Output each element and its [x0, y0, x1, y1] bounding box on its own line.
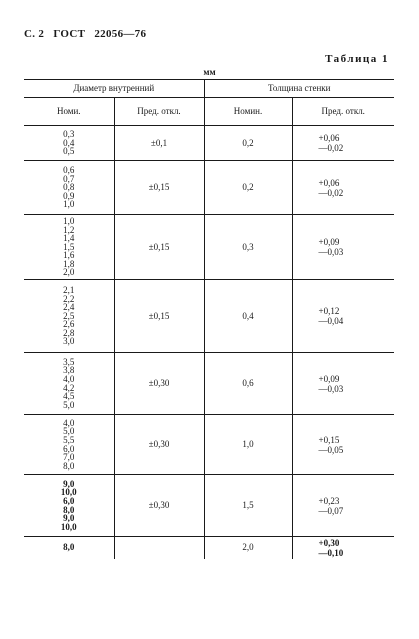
thickness-deviation-value: +0,06	[318, 177, 340, 188]
diameter-deviation-header: Пред. откл.	[114, 98, 204, 126]
nominal-thickness-cell: 1,0	[204, 415, 292, 475]
diameter-value: 2,4	[63, 302, 75, 313]
page-header	[24, 28, 146, 40]
diameter-value: 1,4	[63, 233, 75, 244]
diameter-value: 1,2	[63, 224, 75, 235]
diameter-value: 0,7	[63, 173, 75, 184]
thickness-deviation-value: +0,30	[318, 537, 340, 548]
thickness-deviation-value: +0,23	[318, 495, 340, 506]
table-row	[24, 215, 394, 280]
nominal-diameter-cell	[24, 161, 114, 215]
diameter-value: 3,5	[63, 356, 75, 367]
diameter-value: 8,0	[63, 504, 75, 515]
table-row	[24, 475, 394, 537]
nominal-diameter-cell	[24, 537, 114, 559]
dimensions-table	[24, 79, 394, 559]
nominal-thickness-cell: 1,5	[204, 475, 292, 537]
thickness-deviation-value: —0,07	[318, 505, 344, 516]
diameter-value: 6,0	[63, 495, 75, 506]
thickness-deviation-cell	[292, 280, 394, 353]
thickness-deviation-cell	[292, 126, 394, 161]
diameter-deviation-cell	[114, 537, 204, 559]
table-row	[24, 353, 394, 415]
diameter-value: 4,5	[63, 391, 75, 402]
thickness-deviation-value: —0,10	[318, 547, 344, 558]
nominal-thickness-cell: 0,6	[204, 353, 292, 415]
thickness-deviation-value: +0,06	[318, 133, 340, 143]
nominal-diameter-cell	[24, 280, 114, 353]
diameter-value: 1,0	[63, 215, 75, 226]
thickness-deviation-value: —0,02	[318, 143, 344, 153]
thickness-deviation-value: —0,02	[318, 187, 344, 198]
page-number: С. 2	[24, 28, 45, 40]
nominal-thickness-cell: 0,2	[204, 161, 292, 215]
thickness-deviation-cell	[292, 537, 394, 559]
standard-number: 22056—76	[94, 28, 147, 40]
nominal-thickness-cell: 0,2	[204, 126, 292, 161]
diameter-value: 8,0	[63, 542, 75, 553]
nominal-diameter-cell	[24, 126, 114, 161]
thickness-deviation-cell	[292, 415, 394, 475]
table-row	[24, 415, 394, 475]
standard-label: ГОСТ	[53, 28, 86, 40]
nominal-diameter-cell	[24, 475, 114, 537]
diameter-value: 10,0	[60, 521, 77, 532]
thickness-deviation-value: +0,15	[318, 434, 340, 445]
diameter-value: 0,9	[63, 190, 75, 201]
diameter-deviation-cell: ±0,30	[114, 475, 204, 537]
nominal-thickness-cell: 0,3	[204, 215, 292, 280]
inner-diameter-header: Диаметр внутренний	[24, 80, 204, 98]
diameter-value: 4,0	[63, 373, 75, 384]
diameter-deviation-cell: ±0,15	[114, 280, 204, 353]
nominal-diameter-cell	[24, 353, 114, 415]
diameter-value: 2,0	[63, 267, 75, 278]
diameter-value: 4,2	[63, 382, 75, 393]
diameter-deviation-cell: ±0,30	[114, 415, 204, 475]
diameter-value: 0,5	[63, 146, 75, 157]
thickness-deviation-cell	[292, 161, 394, 215]
diameter-value: 2,5	[63, 310, 75, 321]
diameter-value: 1,5	[63, 241, 75, 252]
thickness-deviation-cell	[292, 353, 394, 415]
diameter-value: 6,0	[63, 443, 75, 454]
diameter-value: 9,0	[63, 478, 75, 489]
diameter-deviation-cell: ±0,1	[114, 126, 204, 161]
thickness-deviation-value: +0,12	[318, 306, 340, 316]
nominal-thickness-header: Номин.	[204, 98, 292, 126]
diameter-value: 1,6	[63, 250, 75, 261]
diameter-value: 2,8	[63, 327, 75, 338]
thickness-deviation-value: —0,05	[318, 444, 344, 455]
diameter-value: 4,0	[63, 417, 75, 428]
thickness-deviation-value: +0,09	[318, 373, 340, 384]
diameter-value: 1,8	[63, 258, 75, 269]
diameter-value: 0,3	[63, 129, 75, 140]
diameter-value: 1,0	[63, 199, 75, 210]
diameter-value: 3,0	[63, 336, 75, 347]
diameter-value: 2,1	[63, 284, 75, 295]
table-row	[24, 126, 394, 161]
thickness-deviation-cell	[292, 475, 394, 537]
diameter-value: 0,4	[63, 137, 75, 148]
diameter-value: 5,5	[63, 434, 75, 445]
thickness-deviation-value: —0,04	[318, 316, 344, 326]
diameter-value: 0,8	[63, 182, 75, 193]
diameter-value: 5,0	[63, 399, 75, 410]
table-row	[24, 161, 394, 215]
diameter-value: 7,0	[63, 452, 75, 463]
diameter-deviation-cell: ±0,30	[114, 353, 204, 415]
nominal-diameter-cell	[24, 215, 114, 280]
diameter-value: 10,0	[60, 487, 77, 498]
diameter-value: 2,6	[63, 319, 75, 330]
thickness-deviation-value: —0,03	[318, 247, 344, 257]
diameter-value: 8,0	[63, 460, 75, 471]
table-row	[24, 537, 394, 559]
diameter-value: 0,6	[63, 165, 75, 176]
diameter-value: 2,2	[63, 293, 75, 304]
thickness-deviation-value: +0,09	[318, 237, 340, 247]
nominal-diameter-cell	[24, 415, 114, 475]
diameter-value: 9,0	[63, 513, 75, 524]
diameter-value: 5,0	[63, 426, 75, 437]
nominal-diameter-header: Номи.	[24, 98, 114, 126]
thickness-deviation-header: Пред. откл.	[292, 98, 394, 126]
diameter-deviation-cell: ±0,15	[114, 215, 204, 280]
units-label: мм	[203, 67, 216, 77]
table-title: Таблица 1	[325, 53, 389, 65]
thickness-deviation-cell	[292, 215, 394, 280]
wall-thickness-header: Толщина стенки	[204, 80, 394, 98]
diameter-deviation-cell: ±0,15	[114, 161, 204, 215]
table-row	[24, 280, 394, 353]
nominal-thickness-cell: 0,4	[204, 280, 292, 353]
nominal-thickness-cell: 2,0	[204, 537, 292, 559]
thickness-deviation-value: —0,03	[318, 383, 344, 394]
diameter-value: 3,8	[63, 365, 75, 376]
